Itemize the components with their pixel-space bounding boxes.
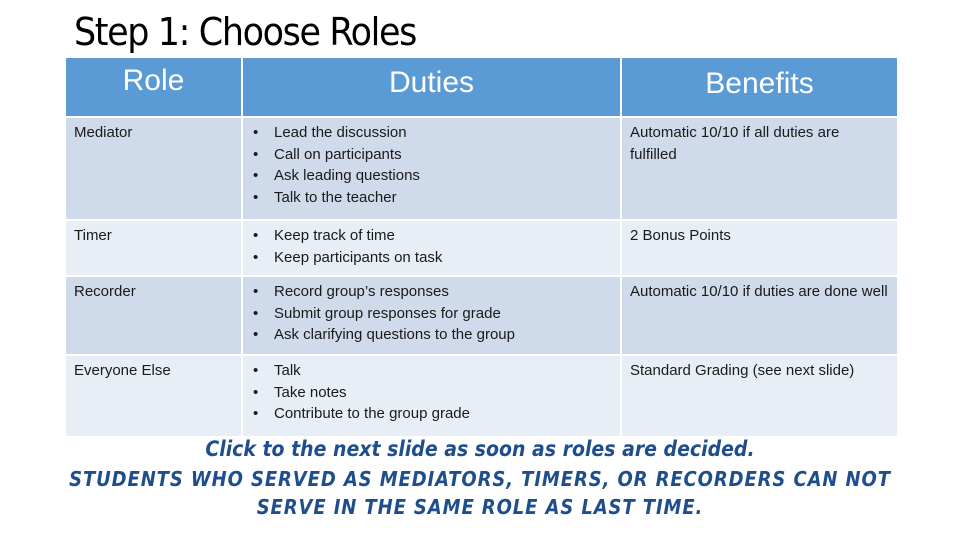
duty-item: [253, 122, 613, 144]
benefit-cell-timer: 2 Bonus Points: [622, 221, 897, 275]
role-cell-mediator: Mediator: [66, 118, 241, 219]
bullet: •: [253, 304, 259, 322]
duty-item: [253, 187, 613, 209]
duty-text: Keep track of time: [274, 227, 395, 244]
duty-item: [253, 247, 613, 269]
duty-item: [253, 225, 613, 247]
bullet: •: [253, 124, 259, 141]
benefit-cell-recorder: Automatic 10/10 if duties are done well: [622, 277, 897, 354]
duty-item: [253, 382, 613, 404]
bullet: •: [253, 188, 259, 206]
header-duties: Duties: [243, 58, 620, 116]
benefit-cell-mediator: Automatic 10/10 if all duties are fulfilled: [622, 118, 897, 219]
duties-list: [251, 225, 613, 268]
duty-item: [253, 360, 613, 382]
duty-item: [253, 144, 613, 166]
duty-text: Contribute to the group grade: [274, 405, 470, 422]
bullet: •: [253, 227, 259, 244]
duty-text: Keep participants on task: [274, 248, 443, 266]
duties-list: [251, 360, 613, 425]
duty-text: Take notes: [274, 383, 347, 401]
duty-text: Ask clarifying questions to the group: [274, 326, 515, 343]
roles-table: [66, 58, 893, 436]
duty-item: [253, 403, 613, 425]
slide-title: Step 1: Choose Roles: [74, 10, 416, 54]
duty-text: Call on participants: [274, 145, 402, 163]
duties-cell-everyone-else: [243, 356, 620, 436]
footer-warning-line-2: SERVE IN THE SAME ROLE AS LAST TIME.: [256, 495, 704, 519]
bullet: •: [253, 405, 259, 422]
duties-cell-recorder: [243, 277, 620, 354]
duty-item: [253, 324, 613, 346]
bullet: •: [253, 248, 259, 266]
duty-text: Talk: [274, 362, 301, 379]
bullet: •: [253, 167, 259, 184]
duty-item: [253, 165, 613, 187]
duties-list: [251, 281, 613, 346]
duties-cell-mediator: [243, 118, 620, 219]
bullet: •: [253, 383, 259, 401]
duty-text: Submit group responses for grade: [274, 304, 501, 322]
duty-item: [253, 303, 613, 325]
header-benefits: Benefits: [622, 58, 897, 116]
benefit-cell-everyone-else: Standard Grading (see next slide): [622, 356, 897, 436]
bullet: •: [253, 362, 259, 379]
duties-list: [251, 122, 613, 208]
role-cell-recorder: Recorder: [66, 277, 241, 354]
duty-text: Lead the discussion: [274, 124, 407, 141]
header-role: Role: [66, 58, 241, 116]
footer-instruction: Click to the next slide as soon as roles are decided.: [205, 437, 755, 461]
bullet: •: [253, 326, 259, 343]
duty-text: Record group’s responses: [274, 283, 449, 300]
duty-text: Ask leading questions: [274, 167, 420, 184]
duty-text: Talk to the teacher: [274, 188, 397, 206]
bullet: •: [253, 283, 259, 300]
footer-warning-line-1: STUDENTS WHO SERVED AS MEDIATORS, TIMERS, OR RECORDERS CAN NOT: [69, 467, 891, 491]
bullet: •: [253, 145, 259, 163]
duty-item: [253, 281, 613, 303]
role-cell-everyone-else: Everyone Else: [66, 356, 241, 436]
role-cell-timer: Timer: [66, 221, 241, 275]
duties-cell-timer: [243, 221, 620, 275]
